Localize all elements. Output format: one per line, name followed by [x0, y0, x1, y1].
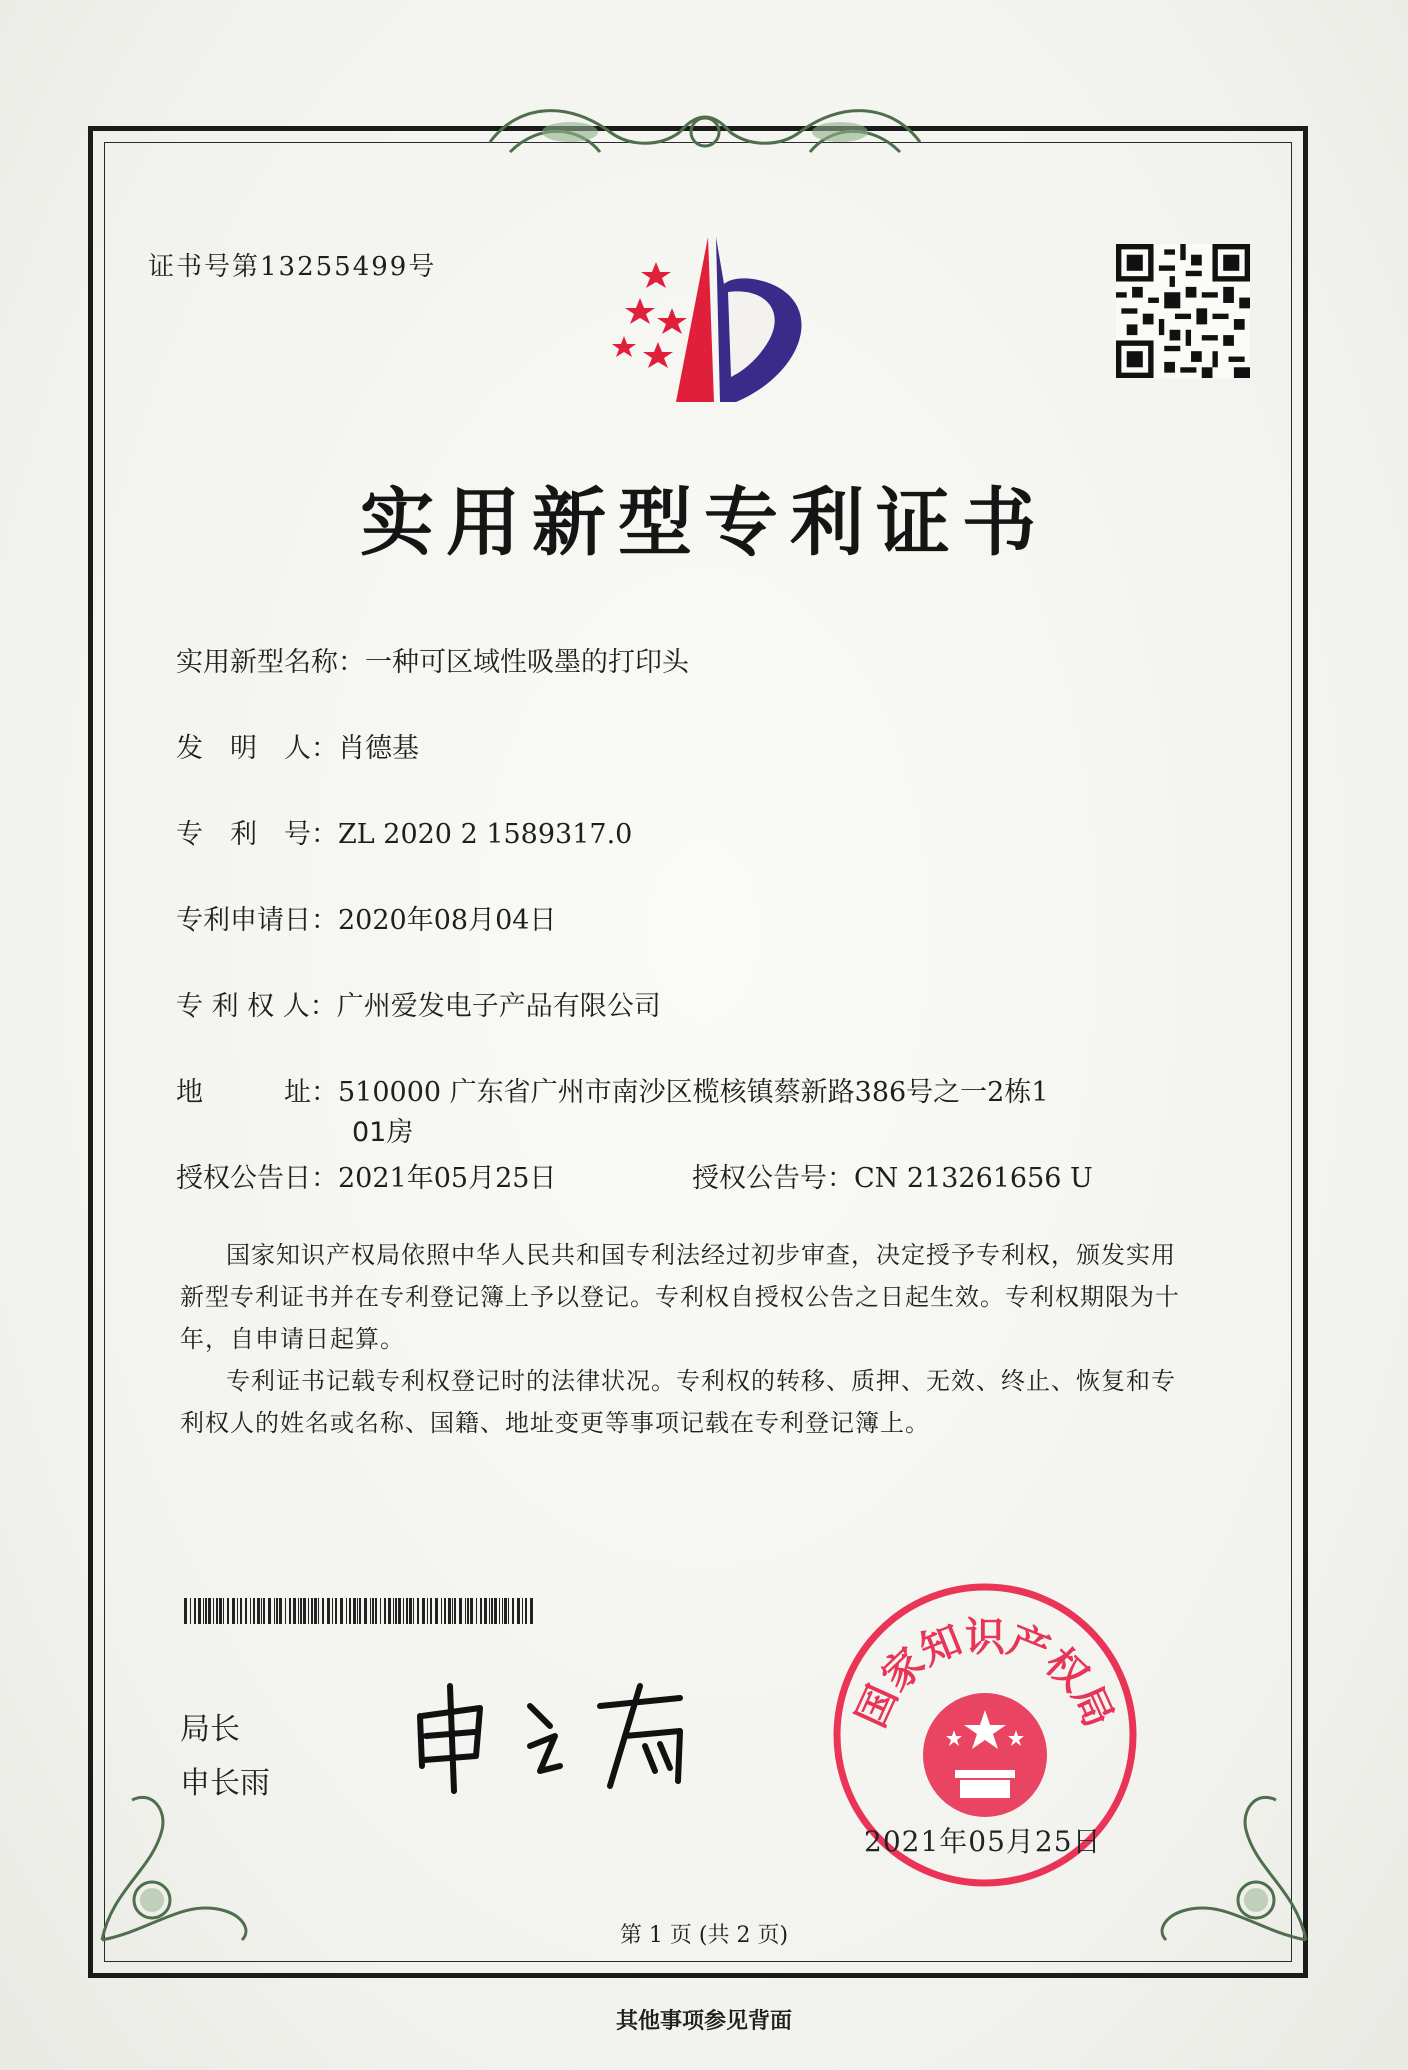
barcode-bar	[448, 1598, 451, 1624]
patentee-value: 广州爱发电子产品有限公司	[336, 991, 661, 1022]
barcode-bar	[332, 1598, 333, 1624]
barcode-bar	[322, 1598, 324, 1624]
barcode-bar	[522, 1598, 523, 1624]
grant-number-row	[692, 1156, 1093, 1195]
barcode-bar	[227, 1598, 229, 1624]
barcode-bar	[327, 1598, 330, 1624]
barcode-bar	[454, 1598, 456, 1624]
barcode-bar	[257, 1598, 260, 1624]
inventor-label: 发 明 人：	[176, 733, 338, 764]
paragraph2-line1: 专利证书记载专利权登记时的法律状况。专利权的转移、质押、无效、终止、恢复和专	[226, 1367, 1176, 1395]
barcode-bar	[384, 1598, 386, 1624]
barcode-bar	[525, 1598, 527, 1624]
patentee-row	[176, 984, 661, 1023]
address-value-line1: 510000 广东省广州市南沙区榄核镇蔡新路386号之一2栋1	[338, 1077, 1049, 1108]
barcode-bar	[480, 1598, 482, 1624]
barcode-bar	[208, 1598, 211, 1624]
barcode-bar	[406, 1598, 408, 1624]
inventor-value: 肖德基	[338, 733, 419, 764]
barcode-bar	[274, 1598, 275, 1624]
barcode-bar	[395, 1598, 397, 1624]
barcode-bar	[213, 1598, 214, 1624]
barcode-bar	[403, 1598, 404, 1624]
certificate-number: 证书号第13255499号	[148, 252, 437, 282]
barcode-bar	[370, 1598, 371, 1624]
barcode-bar	[393, 1598, 394, 1624]
address-label: 地 址：	[176, 1077, 338, 1108]
inventor-row	[176, 726, 419, 765]
barcode-bar	[409, 1598, 412, 1624]
barcode-icon	[184, 1598, 536, 1624]
grant-date-row	[176, 1156, 556, 1195]
barcode-bar	[205, 1598, 207, 1624]
barcode-bar	[263, 1598, 265, 1624]
barcode-bar	[245, 1598, 248, 1624]
barcode-bar	[388, 1598, 391, 1624]
barcode-bar	[364, 1598, 367, 1624]
barcode-bar	[232, 1598, 235, 1624]
barcode-bar	[194, 1598, 196, 1624]
address-row	[176, 1070, 1049, 1109]
grant-date-value: 2021年05月25日	[338, 1163, 557, 1194]
barcode-bar	[300, 1598, 302, 1624]
patent-number-value: ZL 2020 2 1589317.0	[338, 819, 633, 850]
barcode-bar	[380, 1598, 381, 1624]
barcode-bar	[353, 1598, 356, 1624]
barcode-bar	[311, 1598, 313, 1624]
paragraph1-line2: 新型专利证书并在专利登记簿上予以登记。专利权自授权公告之日起生效。专利权期限为十	[180, 1283, 1180, 1311]
barcode-bar	[250, 1598, 251, 1624]
utility-model-name-label: 实用新型名称：	[176, 647, 365, 678]
barcode-bar	[470, 1598, 473, 1624]
barcode-bar	[198, 1598, 201, 1624]
barcode-bar	[476, 1598, 477, 1624]
address-value-line2: 01房	[352, 1117, 414, 1148]
barcode-bar	[318, 1598, 319, 1624]
barcode-bar	[308, 1598, 309, 1624]
signatory-role: 局长	[180, 1712, 240, 1747]
barcode-bar	[398, 1598, 401, 1624]
barcode-bar	[261, 1598, 262, 1624]
seal-text: 国家知识产权局	[848, 1614, 1122, 1735]
top-ornament-icon	[480, 92, 930, 172]
barcode-bar	[508, 1598, 509, 1624]
grant-number-label: 授权公告号：	[692, 1163, 854, 1194]
barcode-bar	[504, 1598, 507, 1624]
barcode-bar	[293, 1598, 296, 1624]
patent-number-row	[176, 812, 632, 851]
barcode-bar	[444, 1598, 446, 1624]
barcode-bar	[484, 1598, 487, 1624]
barcode-bar	[253, 1598, 255, 1624]
page-indicator: 第 1 页 (共 2 页)	[619, 1923, 789, 1948]
barcode-bar	[303, 1598, 306, 1624]
patent-office-logo-icon	[596, 232, 816, 402]
barcode-bar	[276, 1598, 278, 1624]
qr-code-icon	[1116, 244, 1250, 378]
barcode-bar	[430, 1598, 432, 1624]
filing-date-row	[176, 898, 556, 937]
seal-date: 2021年05月25日	[864, 1825, 1102, 1858]
barcode-bar	[335, 1598, 337, 1624]
barcode-bar	[240, 1598, 242, 1624]
barcode-bar	[459, 1598, 462, 1624]
barcode-bar	[349, 1598, 351, 1624]
barcode-bar	[452, 1598, 453, 1624]
barcode-bar	[289, 1598, 291, 1624]
barcode-bar	[279, 1598, 282, 1624]
barcode-bar	[340, 1598, 343, 1624]
barcode-bar	[223, 1598, 224, 1624]
patent-number-label: 专 利 号：	[176, 819, 338, 850]
barcode-bar	[359, 1598, 361, 1624]
grant-date-label: 授权公告日：	[176, 1163, 338, 1194]
paragraph1-line1: 国家知识产权局依照中华人民共和国专利法经过初步审查，决定授予专利权，颁发实用	[226, 1241, 1176, 1269]
barcode-bar	[285, 1598, 286, 1624]
paragraph2-line2: 利权人的姓名或名称、国籍、地址变更等事项记载在专利登记簿上。	[180, 1409, 930, 1437]
patentee-label: 专 利 权 人：	[176, 991, 337, 1022]
signatory-name: 申长雨	[180, 1766, 270, 1801]
barcode-bar	[530, 1598, 533, 1624]
barcode-bar	[357, 1598, 358, 1624]
barcode-bar	[184, 1598, 187, 1624]
barcode-bar	[465, 1598, 466, 1624]
barcode-bar	[512, 1598, 514, 1624]
barcode-bar	[422, 1598, 425, 1624]
barcode-bar	[491, 1598, 493, 1624]
barcode-bar	[203, 1598, 204, 1624]
filing-date-value: 2020年08月04日	[338, 905, 557, 936]
barcode-bar	[216, 1598, 218, 1624]
barcode-bar	[413, 1598, 414, 1624]
barcode-bar	[427, 1598, 428, 1624]
barcode-bar	[517, 1598, 520, 1624]
filing-date-label: 专利申请日：	[176, 905, 338, 936]
barcode-bar	[190, 1598, 191, 1624]
barcode-bar	[467, 1598, 469, 1624]
barcode-bar	[219, 1598, 222, 1624]
barcode-bar	[499, 1598, 500, 1624]
barcode-bar	[435, 1598, 438, 1624]
footer-note: 其他事项参见背面	[615, 2008, 792, 2034]
paragraph1-line3: 年，自申请日起算。	[180, 1325, 405, 1353]
barcode-bar	[298, 1598, 299, 1624]
barcode-bar	[494, 1598, 497, 1624]
barcode-bar	[489, 1598, 490, 1624]
handwritten-signature-icon	[410, 1676, 710, 1796]
barcode-bar	[314, 1598, 317, 1624]
grant-number-value: CN 213261656 U	[854, 1163, 1093, 1194]
barcode-bar	[237, 1598, 238, 1624]
barcode-bar	[346, 1598, 347, 1624]
certificate-title: 实用新型专利证书	[360, 480, 1048, 566]
utility-model-name-row	[176, 640, 689, 679]
utility-model-name-value: 一种可区域性吸墨的打印头	[365, 647, 689, 678]
barcode-bar	[441, 1598, 442, 1624]
barcode-bar	[372, 1598, 374, 1624]
barcode-bar	[268, 1598, 271, 1624]
barcode-bar	[375, 1598, 378, 1624]
barcode-bar	[417, 1598, 419, 1624]
barcode-bar	[502, 1598, 504, 1624]
